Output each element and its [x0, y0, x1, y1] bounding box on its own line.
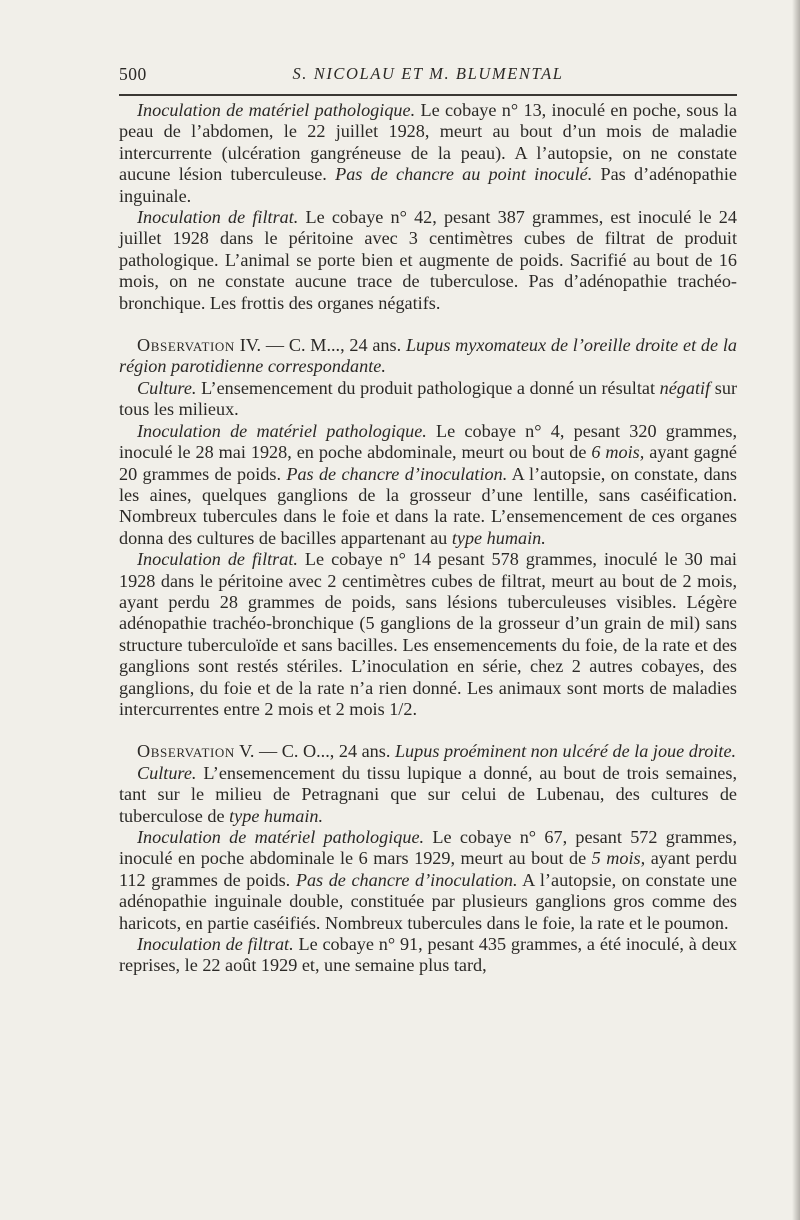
page-edge-shadow	[792, 0, 800, 1220]
paragraph-inoculation-filtrat-1: Inoculation de filtrat. Le cobaye n° 42, pesant 387 grammes, est inoculé le 24 juillet 1928 dans le péritoine avec 3 centimètres cubes de filtrat de produit pathologique. L’animal se porte bien et augmente de poids. Sacrifié au bout de 16 mois, on ne constate aucune trace de tuberculose. Pas d’adénopathie trachéo-bronchique. Les frottis des organes négatifs.	[119, 207, 737, 313]
header-rule	[119, 94, 737, 96]
paragraph-inoculation-materiel-1: Inoculation de matériel pathologique. Le cobaye n° 13, inoculé en poche, sous la peau de l’abdomen, le 22 juillet 1928, meurt au bout d’un mois de maladie intercurrente (ulcération gangréneuse de la peau). A l’autopsie, on ne constate aucune lésion tuberculeuse. Pas de chancre au point inoculé. Pas d’adénopathie inguinale.	[119, 100, 737, 206]
paragraph-inoculation-filtrat-iv: Inoculation de filtrat. Le cobaye n° 14 pesant 578 grammes, inoculé le 30 mai 1928 dans le péritoine avec 2 centimètres cubes de filtrat, meurt au bout de 2 mois, ayant perdu 28 grammes de poids, sans lésions tuberculeuses visibles. Légère adénopathie trachéo-bronchique (5 ganglions de la grosseur d’un grain de mil) sans structure tuberculoïde et sans bacilles. Les ensemencements du foie, de la rate et des ganglions sont restés stériles. L’inoculation en série, chez 2 autres cobayes, des ganglions, du foie et de la rate n’a rien donné. Les animaux sont morts de maladies intercurrentes entre 2 mois et 2 mois 1/2.	[119, 549, 737, 719]
page-header	[119, 64, 737, 86]
paragraph-culture-v: Culture. L’ensemencement du tissu lupique a donné, au bout de trois semaines, tant sur le milieu de Petragnani que sur celui de Lubenau, des cultures de tuberculose de type humain.	[119, 762, 737, 826]
paragraph-inoculation-materiel-iv: Inoculation de matériel pathologique. Le cobaye n° 4, pesant 320 grammes, inoculé le 28 mai 1928, en poche abdominale, meurt ou bout de 6 mois, ayant gagné 20 grammes de poids. Pas de chancre d’inoculation. A l’autopsie, on constate, dans les aines, quelques ganglions de la grosseur d’une lentille, sans caséification. Nombreux tubercules dans le foie et dans la rate. L’ensemencement de ces organes donna des cultures de bacilles appartenant au type humain.	[119, 420, 737, 548]
paragraph-inoculation-materiel-v: Inoculation de matériel pathologique. Le cobaye n° 67, pesant 572 grammes, inoculé en poche abdominale le 6 mars 1929, meurt au bout de 5 mois, ayant perdu 112 grammes de poids. Pas de chancre d’inoculation. A l’autopsie, on constate une adénopathie inguinale double, constituée par plusieurs ganglions gros comme des haricots, en partie caséifiés. Nombreux tubercules dans le foie, la rate et le poumon.	[119, 827, 738, 933]
running-title: S. NICOLAU ET M. BLUMENTAL	[292, 64, 564, 83]
observation-iv-heading: Observation IV. — C. M..., 24 ans. Lupus myxomateux de l’oreille droite et de la région parotidienne correspondante.	[119, 335, 737, 377]
page-body	[119, 100, 737, 977]
paragraph-inoculation-filtrat-v: Inoculation de filtrat. Le cobaye n° 91, pesant 435 grammes, a été inoculé, à deux reprises, le 22 août 1929 et, une semaine plus tard,	[119, 934, 737, 976]
paragraph-culture-iv: Culture. L’ensemencement du produit pathologique a donné un résultat négatif sur tous les milieux.	[119, 377, 738, 420]
page-number: 500	[119, 64, 147, 84]
observation-v-heading: Observation V. — C. O..., 24 ans. Lupus proéminent non ulcéré de la joue droite.	[137, 741, 737, 762]
